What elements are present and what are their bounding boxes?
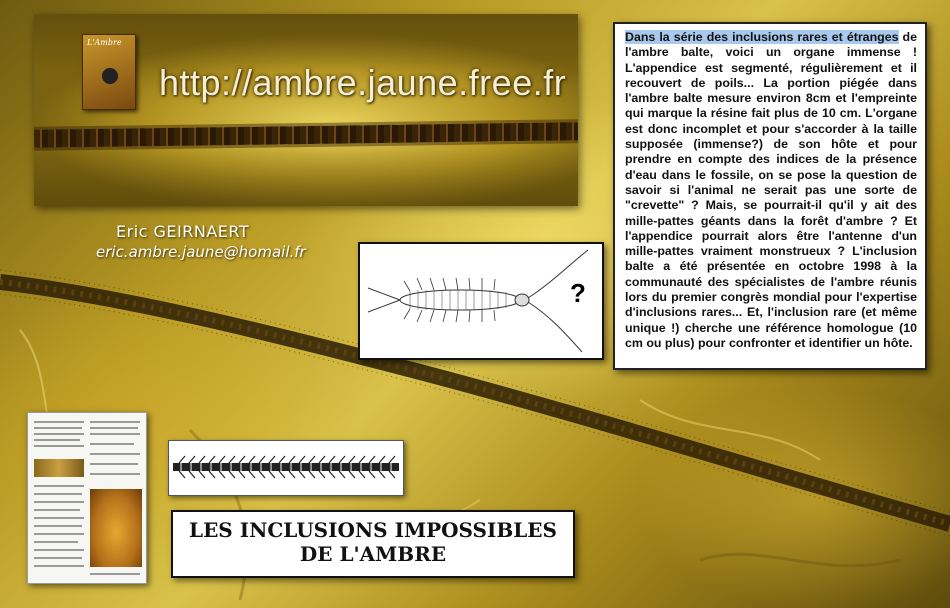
author-name: Eric GEIRNAERT (116, 222, 250, 241)
magazine-photo-amber (90, 489, 142, 567)
description-panel (613, 22, 927, 370)
creature-sketch (358, 242, 604, 360)
centipede-drawing (360, 244, 602, 358)
page-title-box (171, 510, 575, 578)
banner-antenna (34, 122, 578, 148)
antenna-closeup-drawing (169, 441, 403, 495)
antenna-closeup-strip (168, 440, 404, 496)
description-body: de l'ambre balte, voici un organe immense ! L'appendice est segmenté, régulièrement et il recouvert de poils... La portion piégée dans l'ambre balte mesure environ 8cm et l'empreinte qui marque la résine fait plus de 10 cm. L'organe est donc incomplet et pour s'accorder à la taille supposée (immense?) de son hôte et pour prendre en compte des indices de la présence d'eau dans le fossile, on se pose la question de savoir si l'animal ne serait pas une sorte de "crevette" ? Mais, se pourrait-il qu'il y ait des mille-pattes géants dans la forêt d'ambre ? Et l'appendice pourrait alors être l'antenne d'un mille-pattes vraiment monstrueux ? L'inclusion balte a été présentée en octobre 1998 à la communauté des spécialistes de l'ambre réunis lors du premier congrès mondial pour l'expertise d'inclusions rares... Et, l'inclusion rare (et même unique !) cherche une référence homologue (10 cm ou plus) pour confronter et identifier un hôte. (625, 30, 918, 350)
description-highlighted: Dans la série des inclusions rares et étranges (625, 30, 899, 44)
author-email[interactable]: eric.ambre.jaune@homail.fr (96, 243, 306, 261)
page-title-line2: DE L'AMBRE (299, 542, 447, 566)
book-cover-thumbnail[interactable] (82, 34, 136, 110)
magazine-article-thumbnail[interactable] (27, 412, 147, 584)
book-cover-insect (95, 59, 125, 93)
banner-photo (34, 14, 578, 206)
magazine-photo-antenna (34, 459, 84, 477)
site-url[interactable]: http://ambre.jaune.free.fr (159, 62, 567, 103)
book-cover-title: L'Ambre (87, 38, 122, 47)
page-title-line1: LES INCLUSIONS IMPOSSIBLES (189, 518, 557, 542)
question-mark: ? (570, 278, 586, 308)
